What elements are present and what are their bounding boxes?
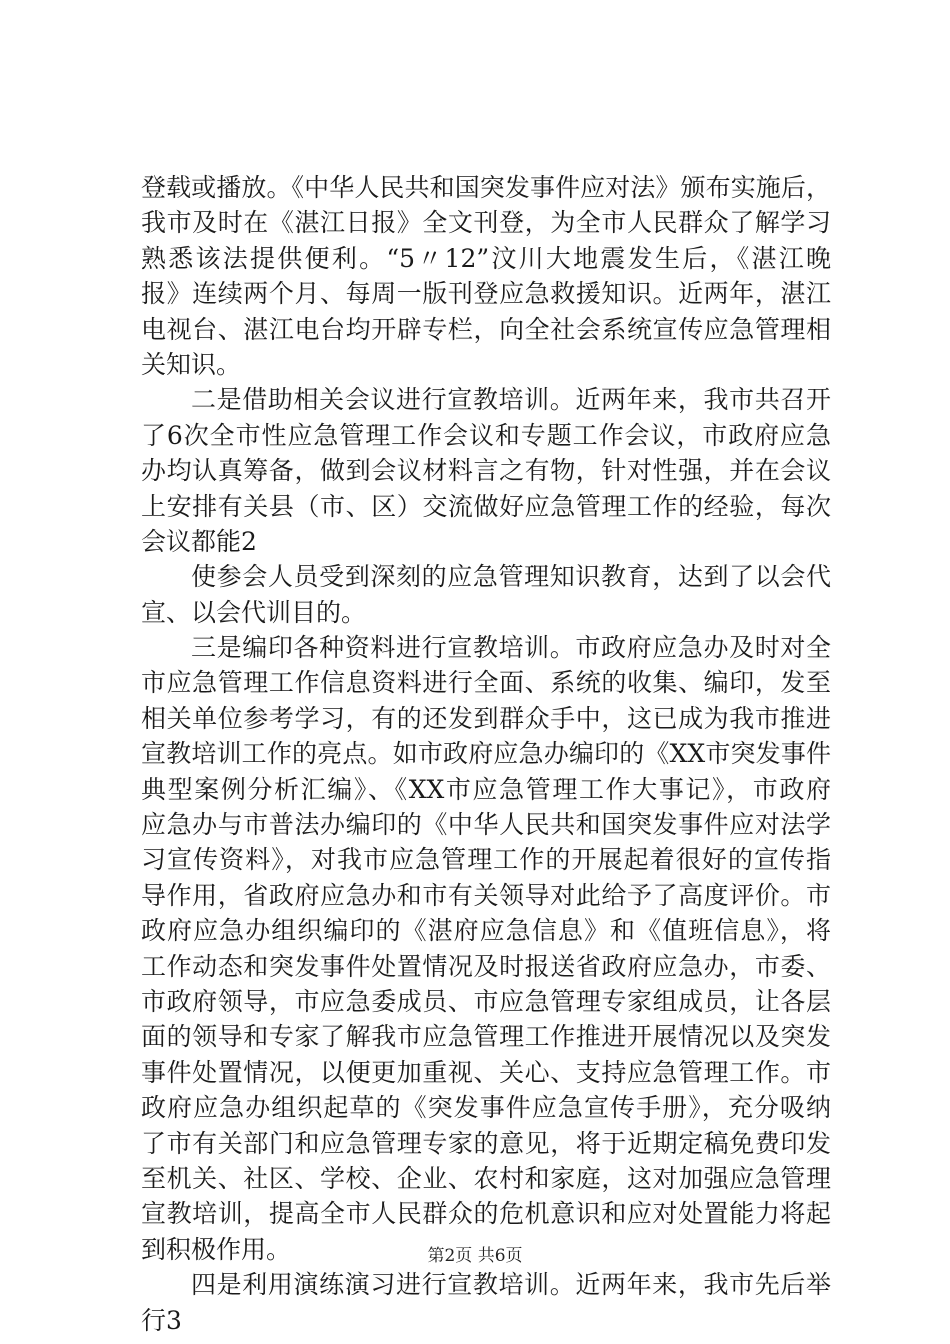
page-footer: 第2页 共6页 <box>427 1246 523 1266</box>
text-line: 到积极作用。 <box>141 1234 292 1264</box>
text-line: 行3 <box>141 1305 182 1335</box>
text-line: 四是利用演练演习进行宣教培训。近两年来，我市先后举 <box>191 1270 831 1300</box>
text-line: 习宣传资料》，对我市应急管理工作的开展起着很好的宣传指 <box>141 845 831 875</box>
text-line: 报》连续两个月、每周一版刊登应急救援知识。近两年，湛江 <box>141 279 831 309</box>
text-line: 办均认真筹备，做到会议材料言之有物，针对性强，并在会议 <box>141 456 831 486</box>
text-line: 了6次全市性应急管理工作会议和专题工作会议，市政府应急 <box>141 420 831 450</box>
text-line: 使参会人员受到深刻的应急管理知识教育，达到了以会代 <box>191 562 831 592</box>
text-line: 事件处置情况，以便更加重视、关心、支持应急管理工作。市 <box>141 1057 831 1087</box>
text-line: 熟悉该法提供便利。“5〃12”汶川大地震发生后，《湛江晚 <box>141 243 831 273</box>
text-line: 宣、以会代训目的。 <box>141 597 367 627</box>
text-line: 二是借助相关会议进行宣教培训。近两年来，我市共召开 <box>191 385 831 415</box>
text-line: 三是编印各种资料进行宣教培训。市政府应急办及时对全 <box>191 633 831 663</box>
text-line: 相关单位参考学习，有的还发到群众手中，这已成为我市推进 <box>141 703 831 733</box>
text-line: 至机关、社区、学校、企业、农村和家庭，这对加强应急管理 <box>141 1163 831 1193</box>
text-line: 典型案例分析汇编》、《XX市应急管理工作大事记》，市政府 <box>141 774 831 804</box>
text-line: 导作用，省政府应急办和市有关领导对此给予了高度评价。市 <box>141 880 831 910</box>
body-text <box>141 170 831 1338</box>
text-line: 政府应急办组织起草的《突发事件应急宣传手册》，充分吸纳 <box>141 1093 831 1123</box>
text-line: 宣教培训工作的亮点。如市政府应急办编印的《XX市突发事件 <box>141 739 831 769</box>
text-line: 上安排有关县（市、区）交流做好应急管理工作的经验，每次 <box>141 491 831 521</box>
text-line: 面的领导和专家了解我市应急管理工作推进开展情况以及突发 <box>141 1022 831 1052</box>
text-line: 关知识。 <box>141 349 242 379</box>
text-line: 市政府领导，市应急委成员、市应急管理专家组成员，让各层 <box>141 986 831 1016</box>
text-line: 工作动态和突发事件处置情况及时报送省政府应急办，市委、 <box>141 951 831 981</box>
text-line: 政府应急办组织编印的《湛府应急信息》和《值班信息》，将 <box>141 916 831 946</box>
text-line: 应急办与市普法办编印的《中华人民共和国突发事件应对法学 <box>141 810 831 840</box>
text-line: 了市有关部门和应急管理专家的意见，将于近期定稿免费印发 <box>141 1128 831 1158</box>
text-line: 登载或播放。《中华人民共和国突发事件应对法》颁布实施后， <box>141 173 831 202</box>
text-line: 市应急管理工作信息资料进行全面、系统的收集、编印，发至 <box>141 668 831 698</box>
text-line: 宣教培训，提高全市人民群众的危机意识和应对处置能力将起 <box>141 1199 831 1229</box>
text-line: 电视台、湛江电台均开辟专栏，向全社会系统宣传应急管理相 <box>141 314 831 344</box>
text-line: 我市及时在《湛江日报》全文刊登，为全市人民群众了解学习 <box>141 208 831 238</box>
text-line: 会议都能2 <box>141 526 257 556</box>
